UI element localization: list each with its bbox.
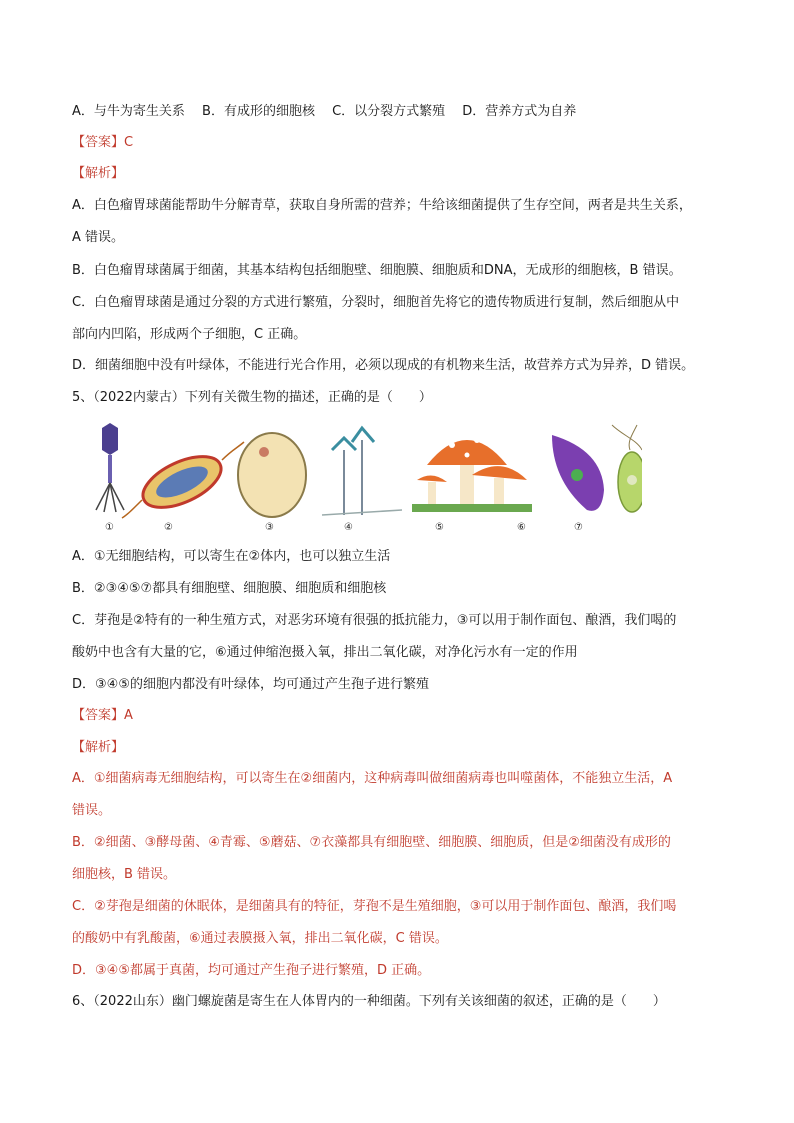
q5-option-d: D．③④⑤的细胞内都没有叶绿体，均可通过产生孢子进行繁殖: [72, 677, 429, 692]
figure-label-2: ②: [164, 522, 173, 533]
bacterium-icon: [122, 442, 244, 518]
q5-option-c: C．芽孢是②特有的一种生殖方式，对恶劣环境有很强的抵抗能力，③可以用于制作面包、酿酒，我们喝的: [72, 613, 677, 628]
q5-option-a: A．①无细胞结构，可以寄生在②体内，也可以独立生活: [72, 549, 391, 564]
phage-icon: [96, 423, 124, 512]
answer-value: C: [124, 135, 134, 150]
figure-label-1: ①: [105, 522, 114, 533]
penicillium-icon: [322, 428, 402, 515]
q4-analysis-tag: 【解析】: [72, 166, 125, 181]
q6-stem: 6、（2022山东）幽门螺旋菌是寄生在人体胃内的一种细菌。下列有关该细菌的叙述，正确的是（ ）: [72, 994, 666, 1009]
q5-option-c-cont: 酸奶中也含有大量的它，⑥通过伸缩泡摄入氧，排出二氧化碳，对净化污水有一定的作用: [72, 645, 578, 660]
q5-option-b: B．②③④⑤⑦都具有细胞壁、细胞膜、细胞质和细胞核: [72, 581, 387, 596]
q4-answer: [72, 134, 133, 152]
microorganism-illustrations: [82, 420, 642, 520]
q5-analysis-line: A．①细菌病毒无细胞结构，可以寄生在②细菌内，这种病毒叫做细菌病毒也叫噬菌体，不能独立生活，A: [72, 771, 673, 786]
q4-analysis-line: A 错误。: [72, 230, 125, 245]
q5-analysis-line: 的酸奶中有乳酸菌，⑥通过表膜摄入氧，排出二氧化碳，C 错误。: [72, 931, 448, 946]
figure-label-7: ⑦: [574, 522, 583, 533]
q4-analysis-line: D．细菌细胞中没有叶绿体，不能进行光合作用，必须以现成的有机物来生活，故营养方式为异养，D 错误。: [72, 358, 695, 373]
microorganism-figure: [82, 420, 642, 535]
answer-value: A: [124, 708, 133, 723]
q5-analysis-line: 错误。: [72, 803, 112, 818]
q5-analysis-line: C．②芽孢是细菌的休眠体，是细菌具有的特征，芽孢不是生殖细胞，③可以用于制作面包、酿酒，我们喝: [72, 899, 677, 914]
figure-label-4: ④: [344, 522, 353, 533]
q5-analysis-line: B．②细菌、③酵母菌、④青霉、⑤蘑菇、⑦衣藻都具有细胞壁、细胞膜、细胞质，但是②细菌没有成形的: [72, 835, 671, 850]
q5-analysis-line: D．③④⑤都属于真菌，均可通过产生孢子进行繁殖，D 正确。: [72, 963, 431, 978]
yeast-cell-icon: [238, 433, 306, 517]
figure-label-6: ⑥: [517, 522, 526, 533]
q5-analysis-line: 细胞核，B 错误。: [72, 867, 177, 882]
protozoa-icon: [552, 435, 604, 511]
answer-tag: 【答案】: [72, 135, 125, 150]
answer-tag: 【答案】: [72, 708, 125, 723]
q4-options: A．与牛为寄生关系 B．有成形的细胞核 C．以分裂方式繁殖 D．营养方式为自养: [72, 104, 577, 119]
q5-stem: 5、（2022内蒙古）下列有关微生物的描述，正确的是（ ）: [72, 390, 432, 405]
q4-analysis-line: 部向内凹陷，形成两个子细胞，C 正确。: [72, 327, 307, 342]
q4-analysis-line: A．白色瘤胃球菌能帮助牛分解青草，获取自身所需的营养；牛给该细菌提供了生存空间，两者是共生关系，: [72, 198, 692, 213]
q4-analysis-line: B．白色瘤胃球菌属于细菌，其基本结构包括细胞壁、细胞膜、细胞质和DNA，无成形的细胞核，B 错误。: [72, 263, 682, 278]
figure-label-5: ⑤: [435, 522, 444, 533]
mushroom-icon: [412, 437, 532, 512]
q4-analysis-line: C．白色瘤胃球菌是通过分裂的方式进行繁殖，分裂时，细胞首先将它的遗传物质进行复制，然后细胞从中: [72, 295, 680, 310]
figure-label-3: ③: [265, 522, 274, 533]
chlamydomonas-icon: [612, 425, 642, 512]
q5-answer: [72, 707, 133, 725]
q5-analysis-tag: 【解析】: [72, 740, 125, 755]
